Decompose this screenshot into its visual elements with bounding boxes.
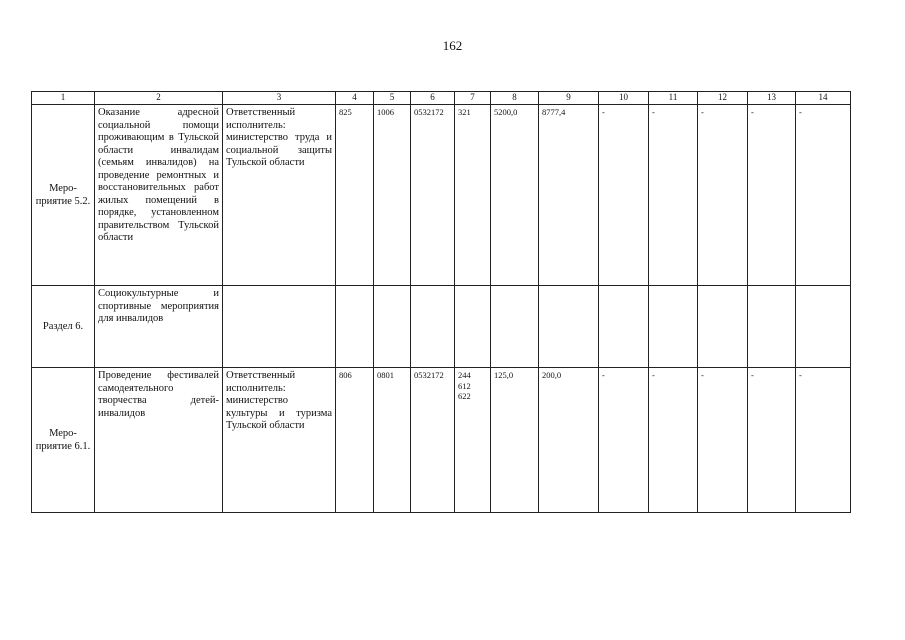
cell-col-5 <box>374 286 411 368</box>
cell-col-8: 5200,0 <box>491 105 539 286</box>
cell-col-8 <box>491 286 539 368</box>
cell-col-5: 0801 <box>374 368 411 513</box>
cell-col-13: - <box>748 105 796 286</box>
budget-table <box>31 91 851 513</box>
row-label: Раздел 6. <box>32 286 95 368</box>
cell-col-11: - <box>649 105 698 286</box>
cell-col-6: 0532172 <box>411 368 455 513</box>
cell-col-9 <box>539 286 599 368</box>
cell-col-5: 1006 <box>374 105 411 286</box>
cell-col-14 <box>796 286 851 368</box>
cell-col-7 <box>455 368 491 513</box>
responsible-executor <box>223 286 336 368</box>
column-header: 12 <box>698 92 748 105</box>
responsible-executor: Ответственный исполнитель: министерство труда и социальной защиты Тульской области <box>223 105 336 286</box>
column-header: 10 <box>599 92 649 105</box>
column-header: 3 <box>223 92 336 105</box>
cell-col-7 <box>455 286 491 368</box>
column-header: 6 <box>411 92 455 105</box>
cell-col-13 <box>748 286 796 368</box>
column-header: 9 <box>539 92 599 105</box>
cell-col-12: - <box>698 105 748 286</box>
column-header: 1 <box>32 92 95 105</box>
cell-col-11: - <box>649 368 698 513</box>
column-header: 13 <box>748 92 796 105</box>
expense-code: 612 <box>458 380 471 391</box>
cell-col-10 <box>599 286 649 368</box>
expense-code: 622 <box>458 391 471 401</box>
cell-col-4: 806 <box>336 368 374 513</box>
cell-col-4 <box>336 286 374 368</box>
cell-col-6: 0532172 <box>411 105 455 286</box>
cell-col-9: 200,0 <box>539 368 599 513</box>
responsible-executor: Ответственный исполнитель: министерство культуры и туризма Тульской области <box>223 368 336 513</box>
cell-col-10: - <box>599 368 649 513</box>
table-row-measure-6-1 <box>32 368 851 513</box>
column-header: 2 <box>95 92 223 105</box>
table-row-section-6 <box>32 286 851 368</box>
cell-col-4: 825 <box>336 105 374 286</box>
cell-col-8: 125,0 <box>491 368 539 513</box>
column-number-row <box>32 92 851 105</box>
measure-description: Проведение фестивалей самодеятельного творчества детей-инвалидов <box>95 368 223 513</box>
cell-col-12: - <box>698 368 748 513</box>
cell-col-11 <box>649 286 698 368</box>
measure-description: Оказание адресной социальной помощи проживающим в Тульской области инвалидам (семьям инвалидов) на проведение ремонтных и восстановительных работ жилых помещений в порядке, установленном правительством Тульской области <box>95 105 223 286</box>
expense-code: 244 <box>458 370 471 380</box>
table-row-measure-5-2 <box>32 105 851 286</box>
cell-col-14: - <box>796 105 851 286</box>
column-header: 8 <box>491 92 539 105</box>
cell-col-7 <box>455 105 491 286</box>
page-number: 162 <box>442 38 463 53</box>
cell-col-13: - <box>748 368 796 513</box>
cell-col-12 <box>698 286 748 368</box>
column-header: 4 <box>336 92 374 105</box>
expense-code: 321 <box>458 107 471 117</box>
cell-col-6 <box>411 286 455 368</box>
cell-col-10: - <box>599 105 649 286</box>
section-description: Социокультурные и спортивные мероприятия для инвалидов <box>95 286 223 368</box>
row-label: Меро-приятие 6.1. <box>32 368 95 513</box>
column-header: 11 <box>649 92 698 105</box>
column-header: 14 <box>796 92 851 105</box>
cell-col-9: 8777,4 <box>539 105 599 286</box>
column-header: 7 <box>455 92 491 105</box>
row-label: Меро-приятие 5.2. <box>32 105 95 286</box>
column-header: 5 <box>374 92 411 105</box>
cell-col-14: - <box>796 368 851 513</box>
